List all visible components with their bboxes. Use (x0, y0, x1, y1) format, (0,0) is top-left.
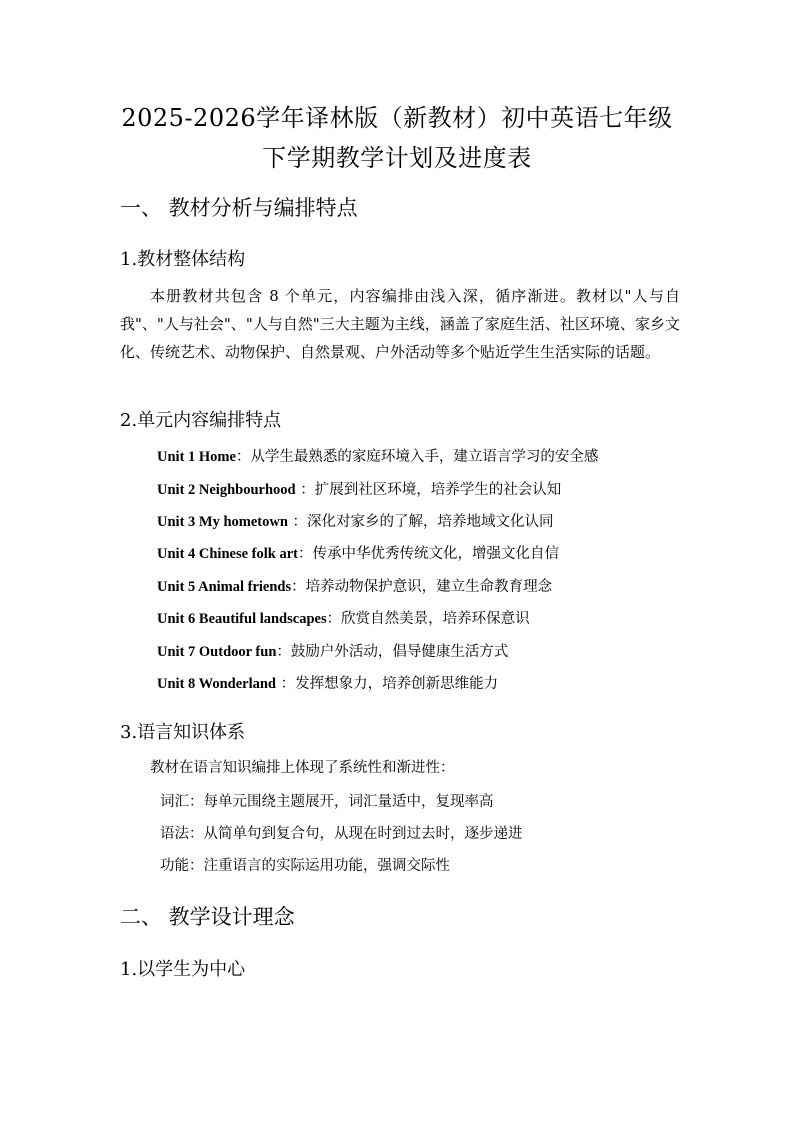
unit-line-6 (157, 612, 530, 627)
unit-description: 培养动物保护意识，建立生命教育理念 (305, 579, 553, 595)
unit-name: Unit 6 Beautiful landscapes (157, 611, 327, 627)
unit-name: Unit 7 Outdoor fun (157, 644, 277, 660)
section-heading-2: 二、 教学设计理念 (120, 905, 295, 929)
unit-name: Unit 2 Neighbourhood (157, 482, 296, 498)
unit-separator: ： (326, 611, 342, 627)
unit-name: Unit 3 My hometown (157, 514, 288, 530)
subsection-heading-1-2: 2.单元内容编排特点 (120, 410, 282, 431)
language-intro: 教材在语言知识编排上体现了系统性和渐进性： (150, 760, 455, 776)
unit-separator: ： (295, 482, 315, 498)
unit-separator: ： (276, 644, 291, 660)
unit-line-1 (157, 450, 598, 465)
subsection-heading-2-1: 1.以学生为中心 (120, 959, 246, 980)
unit-line-4 (157, 547, 559, 562)
unit-description: 鼓励户外活动，倡导健康生活方式 (290, 644, 509, 660)
language-item-vocabulary: 词汇：每单元围绕主题展开，词汇量适中，复现率高 (160, 794, 494, 810)
unit-description: 发挥想象力，培养创新思维能力 (295, 676, 499, 692)
unit-line-7 (157, 645, 508, 660)
language-item-grammar: 语法：从简单句到复合句，从现在时到过去时，逐步递进 (160, 826, 523, 842)
unit-separator: ： (276, 676, 296, 692)
unit-line-8 (157, 677, 498, 692)
section-heading-1: 一、 教材分析与编排特点 (120, 196, 358, 220)
unit-separator: ： (291, 579, 306, 595)
document-title-line2: 下学期教学计划及进度表 (262, 144, 532, 172)
unit-name: Unit 8 Wonderland (157, 676, 276, 692)
subsection-heading-1-3: 3.语言知识体系 (120, 722, 246, 743)
unit-line-2 (157, 483, 561, 498)
unit-separator: ： (287, 514, 308, 530)
unit-description: 扩展到社区环境，培养学生的社会认知 (314, 482, 562, 498)
unit-separator: ： (235, 449, 251, 465)
unit-description: 深化对家乡的了解，培养地域文化认同 (307, 514, 554, 530)
unit-description: 从学生最熟悉的家庭环境入手，建立语言学习的安全感 (250, 449, 599, 465)
unit-description: 传承中华优秀传统文化，增强文化自信 (312, 546, 559, 562)
unit-name: Unit 5 Animal friends (157, 579, 292, 595)
structure-paragraph: 本册教材共包含 8 个单元，内容编排由浅入深，循序渐进。教材以"人与自我"、"人与社会"、"人与自然"三大主题为主线，涵盖了家庭生活、社区环境、家乡文化、传统艺术、动物保护、自然景观、户外活动等多个贴近学生生活实际的话题。 (120, 287, 680, 361)
unit-name: Unit 1 Home (157, 449, 236, 465)
unit-description: 欣赏自然美景，培养环保意识 (341, 611, 530, 627)
document-title-line1: 2025-2026学年译林版（新教材）初中英语七年级 (121, 104, 673, 132)
subsection-heading-1-1: 1.教材整体结构 (120, 249, 246, 270)
language-item-function: 功能：注重语言的实际运用功能，强调交际性 (160, 858, 450, 874)
unit-line-5 (157, 580, 552, 595)
unit-name: Unit 4 Chinese folk art (157, 546, 298, 562)
unit-line-3 (157, 515, 554, 530)
unit-separator: ： (297, 546, 313, 562)
